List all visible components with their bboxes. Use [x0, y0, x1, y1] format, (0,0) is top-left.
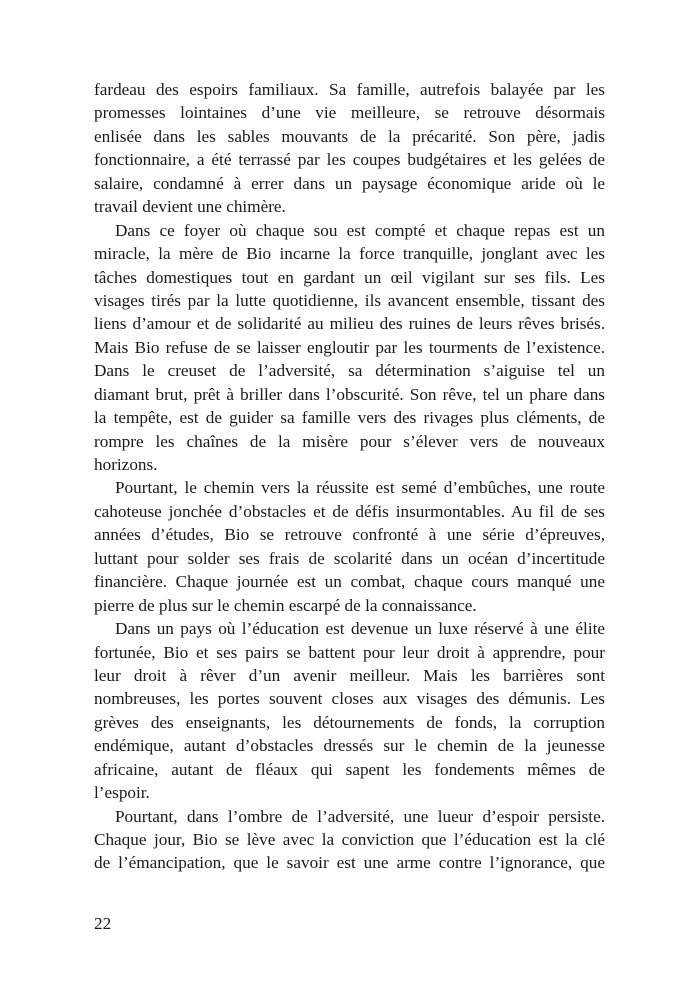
text-line: années d’études, Bio se retrouve confronté à une série d’épreuves, [94, 525, 605, 545]
text-line: Dans le creuset de l’adversité, sa détermination s’aiguise tel un [94, 361, 605, 381]
text-line: diamant brut, prêt à briller dans l’obscurité. Son rêve, tel un phare dans [94, 384, 605, 404]
paragraph [94, 805, 605, 875]
text-line: promesses lointaines d’une vie meilleure, se retrouve désormais [94, 103, 605, 123]
text-line: l’espoir. [94, 783, 150, 803]
text-line: Pourtant, dans l’ombre de l’adversité, une lueur d’espoir persiste. [115, 806, 605, 826]
text-line: pierre de plus sur le chemin escarpé de la connaissance. [94, 595, 477, 615]
text-line: miracle, la mère de Bio incarne la force tranquille, jonglant avec les [94, 244, 605, 264]
text-line: rompre les chaînes de la misère pour s’élever vers de nouveaux [94, 431, 605, 451]
text-line: grèves des enseignants, les détournements de fonds, la corruption [94, 712, 605, 732]
text-line: endémique, autant d’obstacles dressés sur le chemin de la jeunesse [94, 736, 605, 756]
page-body-text [94, 78, 605, 875]
paragraph [94, 78, 605, 219]
text-line: luttant pour solder ses frais de scolarité dans un océan d’incertitude [94, 548, 605, 568]
paragraph [94, 617, 605, 805]
text-line: tâches domestiques tout en gardant un œil vigilant sur ses fils. Les [94, 267, 605, 287]
page-number: 22 [94, 914, 112, 933]
text-line: la tempête, est de guider sa famille vers des rivages plus cléments, de [94, 408, 605, 428]
paragraph [94, 219, 605, 477]
text-line: horizons. [94, 455, 158, 474]
paragraph [94, 476, 605, 617]
text-line: fortunée, Bio et ses pairs se battent pour leur droit à apprendre, pour [94, 642, 605, 662]
text-line: visages tirés par la lutte quotidienne, ils avancent ensemble, tissant des [94, 290, 605, 310]
text-line: de l’émancipation, que le savoir est une arme contre l’ignorance, que [94, 853, 605, 873]
text-line: Pourtant, le chemin vers la réussite est semé d’embûches, une route [115, 478, 605, 498]
text-line: africaine, autant de fléaux qui sapent les fondements mêmes de [94, 759, 605, 779]
text-line: Dans ce foyer où chaque sou est compté et chaque repas est un [115, 220, 605, 240]
text-line: Chaque jour, Bio se lève avec la conviction que l’éducation est la clé [94, 830, 605, 849]
text-line: cahoteuse jonchée d’obstacles et de défis insurmontables. Au fil de ses [94, 501, 605, 521]
text-line: financière. Chaque journée est un combat, chaque cours manqué une [94, 572, 605, 592]
text-line: Mais Bio refuse de se laisser engloutir par les tourments de l’existence. [94, 337, 605, 357]
text-line: liens d’amour et de solidarité au milieu des ruines de leurs rêves brisés. [94, 314, 605, 334]
text-line: Dans un pays où l’éducation est devenue un luxe réservé à une élite [115, 619, 605, 639]
text-line: fonctionnaire, a été terrassé par les coupes budgétaires et les gelées de [94, 150, 605, 170]
text-line: salaire, condamné à errer dans un paysage économique aride où le [94, 173, 605, 193]
text-line: leur droit à rêver d’un avenir meilleur. Mais les barrières sont [94, 665, 605, 685]
text-line: enlisée dans les sables mouvants de la précarité. Son père, jadis [94, 126, 605, 146]
text-line: travail devient une chimère. [94, 197, 286, 217]
text-line: nombreuses, les portes souvent closes aux visages des démunis. Les [94, 689, 605, 709]
text-line: fardeau des espoirs familiaux. Sa famille, autrefois balayée par les [94, 80, 605, 99]
